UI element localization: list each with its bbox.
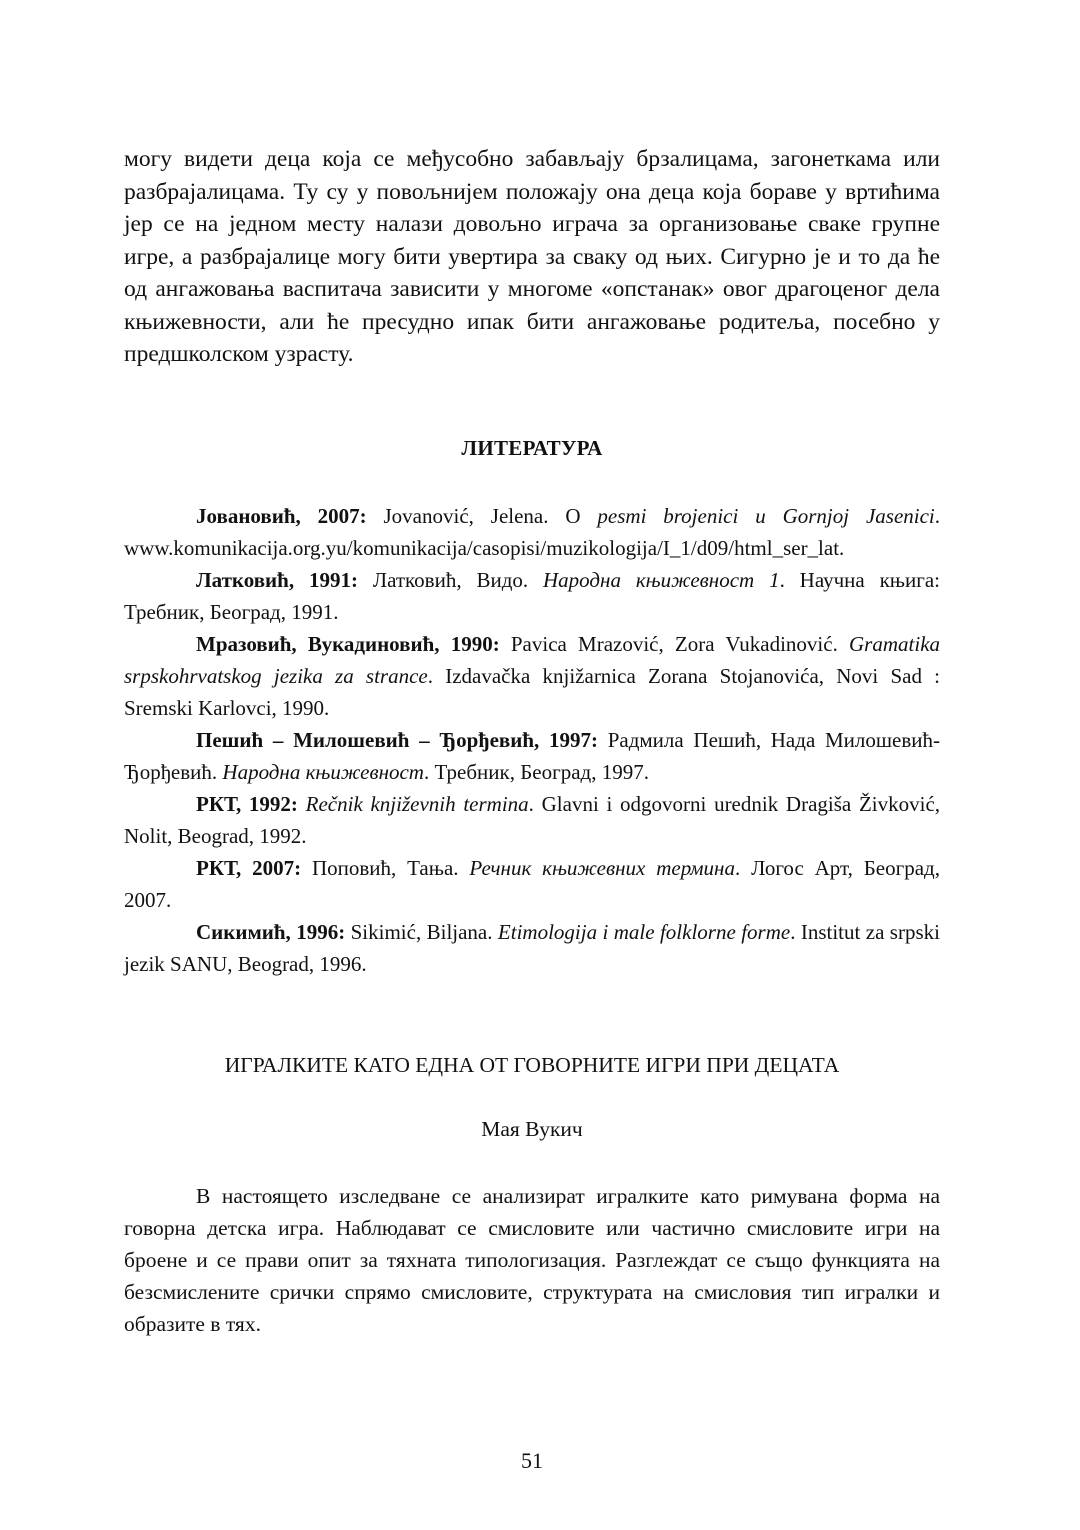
summary-title: ИГРАЛКИТЕ КАТО ЕДНА ОТ ГОВОРНИТЕ ИГРИ ПРИ ДЕЦАТА bbox=[224, 1053, 840, 1077]
body-paragraph: могу видети деца која се међусобно забављају брзалицама, загонеткама или разбрајалицама. Ту су у повољнијем положају она деца која бораве у вртићима јер се на једном месту налази довољно играча за организовање сваке групне игре, а разбрајалице могу бити увертира за сваку од њих. Сигурно је и то да ће од ангажовања васпитача зависити у многоме «опстанак» овог драгоценог дела књижевности, али ће пресудно ипак бити ангажовање родитеља, посебно у предшколском узрасту. bbox=[124, 146, 940, 367]
references-heading: ЛИТЕРАТУРА bbox=[461, 436, 603, 460]
reference-key: Јовановић, 2007: bbox=[196, 504, 367, 528]
reference-text: . www.komunikacija.org.yu/komunikacija/casopisi/muzikologija/I_1/d09/html_ser_lat. bbox=[124, 504, 940, 560]
reference-title: Народна књижевност 1 bbox=[543, 568, 780, 592]
summary-author: Мая Вукич bbox=[481, 1117, 583, 1141]
reference-title: pesmi brojenici u Gornjoj Jasenici bbox=[597, 504, 935, 528]
reference-key: Латковић, 1991: bbox=[196, 568, 358, 592]
reference-key: Пешић – Милошевић – Ђорђевић, 1997: bbox=[196, 728, 598, 752]
reference-key: Мразовић, Вукадиновић, 1990: bbox=[196, 632, 500, 656]
reference-text: . Izdavačka knjižarnica Zorana Stojanovića, Novi Sad : Sremski Karlovci, 1990. bbox=[124, 664, 940, 720]
page-number: 51 bbox=[521, 1448, 543, 1473]
references-list bbox=[124, 500, 940, 980]
reference-text: Поповић, Тања. bbox=[301, 856, 470, 880]
reference-item bbox=[124, 724, 940, 788]
reference-text: . Требник, Београд, 1997. bbox=[423, 760, 649, 784]
reference-text: Pavica Mrazović, Zora Vukadinović. bbox=[499, 632, 850, 656]
reference-text: Jovanović, Jelena. O bbox=[366, 504, 598, 528]
reference-item bbox=[124, 500, 940, 564]
reference-text: . Glavni i odgovorni urednik Dragiša Živković, Nolit, Beograd, 1992. bbox=[124, 792, 941, 848]
reference-title: Rečnik književnih termina bbox=[305, 792, 529, 816]
reference-text bbox=[298, 792, 306, 816]
reference-text: . Institut za srpski jezik SANU, Beograd, 1996. bbox=[124, 920, 940, 976]
reference-key: Сикимић, 1996: bbox=[196, 920, 346, 944]
reference-text: Латковић, Видо. bbox=[357, 568, 544, 592]
reference-text: Радмила Пешић, Нада Милошевић-Ђорђевић. bbox=[124, 728, 940, 784]
reference-title: Речник књижевних термина bbox=[469, 856, 735, 880]
reference-text: . Научна књига: Требник, Београд, 1991. bbox=[124, 568, 940, 624]
reference-item bbox=[124, 916, 940, 980]
reference-item bbox=[124, 852, 940, 916]
reference-item bbox=[124, 564, 940, 628]
summary-text: В настоящето изследване се анализират игралките като римувана форма на говорна детска игра. Наблюдават се смисловите или частично смисловите игри на броене и се прави опит за тяхната типологизация. Разглеждат се също функцията на безсмислените срички спрямо смисловите, структурата на смисловия тип игралки и образите в тях. bbox=[124, 1184, 940, 1336]
reference-title: Gramatika srpskohrvatskog jezika za strance bbox=[124, 632, 941, 688]
reference-key: РКТ, 2007: bbox=[196, 856, 302, 880]
reference-title: Народна књижевност bbox=[222, 760, 424, 784]
reference-item bbox=[124, 788, 940, 852]
reference-text: Sikimić, Biljana. bbox=[345, 920, 498, 944]
reference-title: Etimologija i male folklorne forme bbox=[497, 920, 791, 944]
reference-item bbox=[124, 628, 940, 724]
reference-key: РКТ, 1992: bbox=[196, 792, 298, 816]
reference-text: . Логос Арт, Београд, 2007. bbox=[124, 856, 940, 912]
